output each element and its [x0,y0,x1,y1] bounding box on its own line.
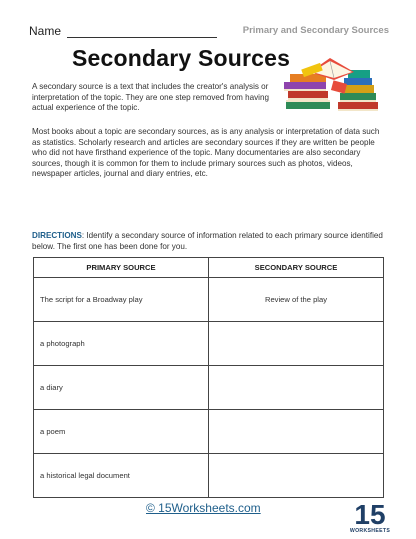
books-illustration [282,52,382,118]
table-row [34,278,384,322]
table-row [34,410,384,454]
directions-paragraph [32,231,384,252]
sources-table [33,257,384,498]
footer [0,497,416,539]
worksheet-title: Primary and Secondary Sources [242,25,389,36]
paragraph-examples: Most books about a topic are secondary sources, as is any analysis or interpretation of data such as statistics. Scholarly research and articles are secondary sources if they are written be people who did not have firsthand experience of the topic. Many documentaries are also secondary sources, though it is common for them to include primary sources such as photos, videos, newspaper articles, journal and diary entries, etc. [32,127,380,178]
worksheet-header [29,22,389,42]
table-row [34,322,384,366]
logo-number: 15 [354,499,386,530]
name-label: Name [29,24,62,38]
primary-source-header: PRIMARY SOURCE [34,258,209,278]
primary-source-cell: a diary [34,366,209,410]
secondary-source-answer[interactable] [209,366,384,410]
secondary-source-header: SECONDARY SOURCE [209,258,384,278]
paragraph-definition: A secondary source is a text that includes the creator's analysis or interpretation of the topic. They are one step removed from having actual experience of the topic. [32,82,269,112]
page-title: Secondary Sources [72,45,291,71]
copyright-link[interactable]: © 15Worksheets.com [146,501,261,515]
primary-source-cell: a poem [34,410,209,454]
secondary-source-answer[interactable] [209,410,384,454]
table-row [34,454,384,498]
directions-label: DIRECTIONS [32,231,82,240]
worksheets-logo [350,497,390,535]
directions-text: : Identify a secondary source of information related to each primary source identified below. The first one has been done for you. [32,231,383,251]
secondary-source-cell: Review of the play [209,278,384,322]
table-header-row [34,258,384,278]
table-row [34,366,384,410]
secondary-source-answer[interactable] [209,322,384,366]
primary-source-cell: The script for a Broadway play [34,278,209,322]
secondary-source-answer[interactable] [209,454,384,498]
name-line[interactable] [67,37,217,38]
logo-text: WORKSHEETS [350,528,390,534]
primary-source-cell: a historical legal document [34,454,209,498]
primary-source-cell: a photograph [34,322,209,366]
